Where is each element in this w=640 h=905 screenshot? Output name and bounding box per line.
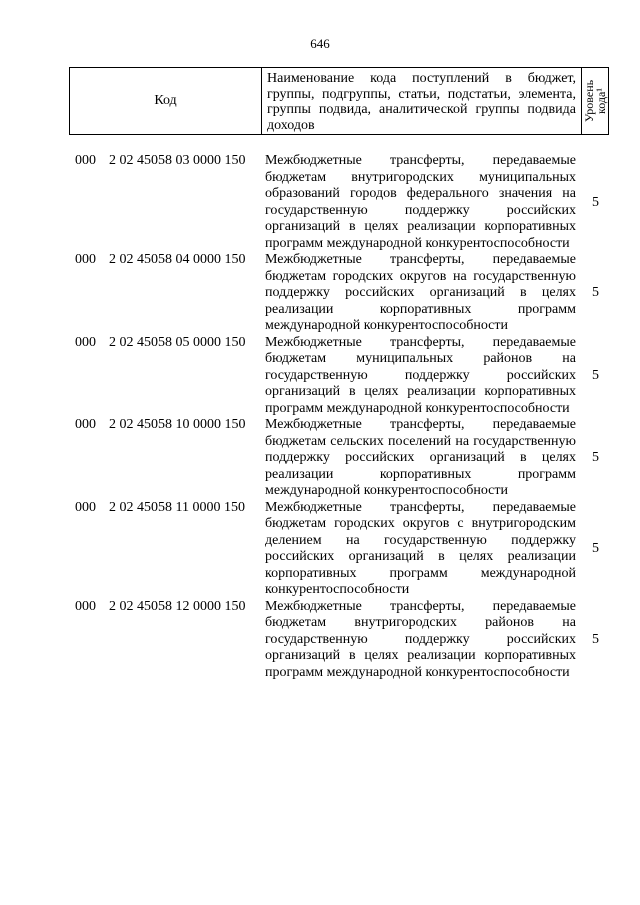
row-name: Межбюджетные трансферты, передаваемые бюджетам городских округов с внутригородским делением на государственную поддержку российских организаций в целях реализации корпоративных программ международной конкурентоспособности xyxy=(265,499,576,597)
table-row xyxy=(69,500,609,599)
header-code: Код xyxy=(70,68,262,134)
table-row xyxy=(69,599,609,682)
row-prefix: 000 xyxy=(75,417,96,432)
row-code: 2 02 45058 12 0000 150 xyxy=(109,598,246,614)
row-prefix: 000 xyxy=(75,598,96,614)
row-level: 5 xyxy=(592,541,599,556)
table-row xyxy=(69,252,609,335)
row-code: 2 02 45058 03 0000 150 xyxy=(109,153,246,168)
row-code: 2 02 45058 11 0000 150 xyxy=(109,499,245,515)
header-level-line2: кода¹ xyxy=(594,88,608,114)
table-header xyxy=(69,67,609,135)
row-level: 5 xyxy=(592,367,599,383)
row-level: 5 xyxy=(592,631,599,647)
row-name: Межбюджетные трансферты, передаваемые бюджетам внутригородских районов на государственную поддержку российских организаций в целях реализации корпоративных программ международной конкурентоспособности xyxy=(265,598,576,680)
row-code: 2 02 45058 04 0000 150 xyxy=(109,252,246,267)
row-level: 5 xyxy=(592,285,599,301)
row-name: Межбюджетные трансферты, передаваемые бюджетам муниципальных районов на государственную поддержку российских организаций в целях реализации корпоративных программ международной конкурентоспособности xyxy=(265,334,576,416)
row-name: Межбюджетные трансферты, передаваемые бюджетам городских округов на государственную поддержку российских организаций в целях реализации корпоративных программ международной конкурентоспособности xyxy=(265,252,576,333)
row-level: 5 xyxy=(592,450,599,466)
header-level-label xyxy=(583,80,607,122)
header-level-line1: Уровень xyxy=(582,79,596,123)
page-number: 646 xyxy=(310,36,330,51)
table-row xyxy=(69,335,609,418)
row-prefix: 000 xyxy=(75,252,96,267)
row-name: Межбюджетные трансферты, передаваемые бюджетам сельских поселений на государственную поддержку российских организаций в целях реализации корпоративных программ международной конкурентоспособности xyxy=(265,417,576,498)
table-row xyxy=(69,417,609,500)
header-name: Наименование кода поступлений в бюджет, группы, подгруппы, статьи, подстатьи, элемента, группы подвида, аналитической группы подвида доходов xyxy=(262,68,582,134)
row-code: 2 02 45058 10 0000 150 xyxy=(109,417,246,432)
table-body xyxy=(69,153,609,681)
row-code: 2 02 45058 05 0000 150 xyxy=(109,334,246,350)
row-prefix: 000 xyxy=(75,499,96,515)
header-level xyxy=(582,68,608,134)
row-prefix: 000 xyxy=(75,153,96,168)
table-row xyxy=(69,153,609,252)
row-name: Межбюджетные трансферты, передаваемые бюджетам внутригородских муниципальных образований городов федерального значения на государственную поддержку российских организаций в целях реализации корпоративных программ международной конкурентоспособности xyxy=(265,153,576,251)
row-prefix: 000 xyxy=(75,334,96,350)
row-level: 5 xyxy=(592,194,599,210)
